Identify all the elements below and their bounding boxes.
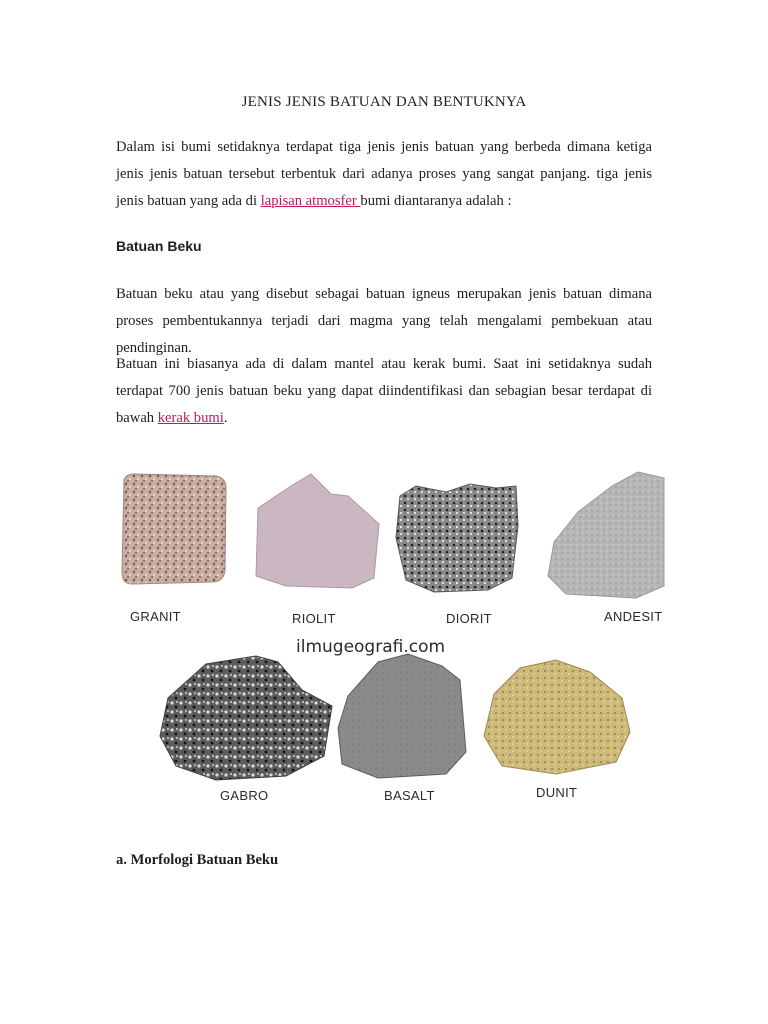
page-title: JENIS JENIS BATUAN DAN BENTUKNYA (241, 94, 527, 110)
paragraph-batuan-beku-definition: Batuan beku atau yang disebut sebagai batuan igneus merupakan jenis batuan dimana proses pembentukannya terjadi dari magma yang telah mengalami pembekuan atau pendinginan. (116, 286, 652, 356)
intro-text-before: Dalam isi bumi setidaknya terdapat tiga jenis jenis batuan yang berbeda dimana ketiga jenis jenis batuan tersebut terbentuk dari adanya proses yang sangat panjang. tiga jenis jenis batuan yang ada di (116, 139, 652, 209)
label-andesit: ANDESIT (604, 609, 663, 624)
paragraph2-text-before: Batuan ini biasanya ada di dalam mantel atau kerak bumi. Saat ini setidaknya sudah terdapat 700 jenis batuan beku yang dapat diindentifikasi dan sebagian besar terdapat di bawah (116, 356, 652, 426)
gabro-rock (160, 656, 332, 780)
basalt-rock (338, 654, 466, 778)
igneous-rocks-figure (116, 466, 668, 816)
paragraph2-text-after: . (223, 410, 228, 426)
diorit-rock (396, 484, 518, 592)
label-basalt: BASALT (384, 788, 435, 803)
label-gabro: GABRO (220, 788, 269, 803)
label-riolit: RIOLIT (292, 611, 336, 626)
subheading-morfologi: a. Morfologi Batuan Beku (116, 852, 279, 868)
label-granit: GRANIT (130, 609, 181, 624)
dunit-rock (484, 660, 630, 774)
intro-paragraph (116, 134, 652, 215)
granit-rock (122, 474, 226, 584)
rocks-illustration (116, 466, 668, 816)
link-kerak-bumi[interactable]: kerak bumi (157, 410, 224, 426)
intro-text-after: bumi diantaranya adalah : (360, 193, 512, 209)
riolit-rock (256, 474, 379, 588)
watermark-text: ilmugeografi.com (296, 637, 446, 657)
section-heading-batuan-beku: Batuan Beku (116, 238, 202, 254)
label-dunit: DUNIT (536, 785, 578, 800)
label-diorit: DIORIT (446, 611, 492, 626)
paragraph-batuan-beku-location (116, 351, 652, 432)
link-lapisan-atmosfer[interactable]: lapisan atmosfer (260, 193, 361, 209)
andesit-rock (548, 472, 664, 598)
